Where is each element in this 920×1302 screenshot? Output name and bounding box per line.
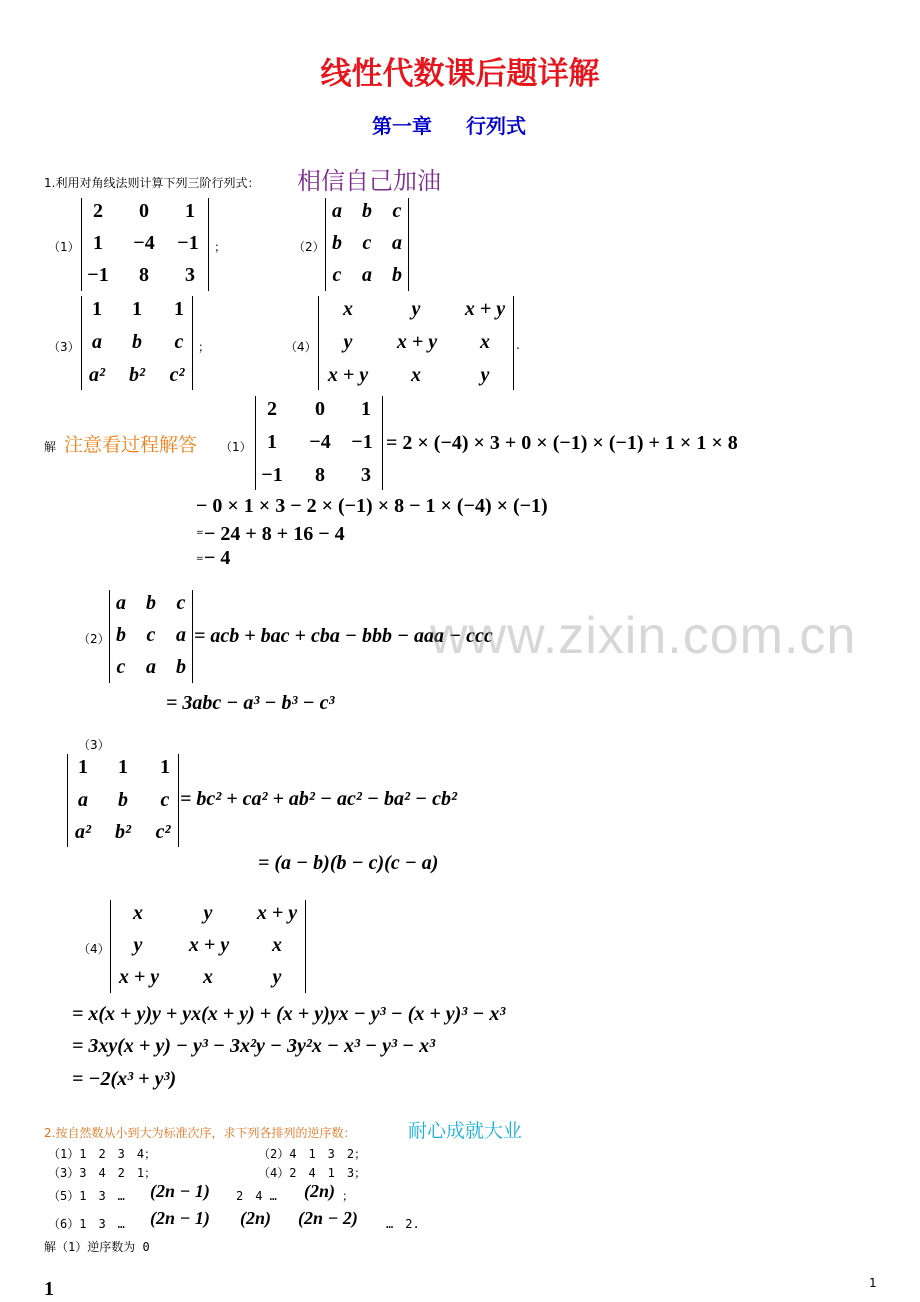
matrix-cell: x + y	[464, 298, 506, 320]
matrix-cell: x + y	[256, 902, 298, 924]
s3-equation: = bc² + ca² + ab² − ac² − ba² − cb²	[180, 788, 458, 810]
s3-line-2: = (a − b)(b − c)(c − a)	[258, 852, 439, 874]
solution-matrix-3	[67, 754, 179, 847]
q1-label-3: （3）	[48, 340, 80, 354]
matrix-cell: x + y	[188, 934, 230, 956]
permutation-item-5-end: ；	[342, 1189, 355, 1203]
permutation-item-6-term3: (2n − 2)	[298, 1208, 358, 1228]
q1-label-2: （2）	[293, 240, 325, 254]
s2-equation: = acb + bac + cba − bbb − aaa − ccc	[194, 625, 493, 647]
s4-line-3: = −2(x³ + y³)	[72, 1068, 177, 1090]
matrix-cell: c	[332, 264, 342, 286]
page-number-right: 1	[869, 1276, 877, 1290]
solution-matrix-2	[109, 590, 193, 683]
matrix-cell: a²	[89, 364, 105, 386]
matrix-cell: b²	[129, 364, 145, 386]
matrix-cell: 1	[93, 232, 103, 254]
matrix-cell: −4	[309, 431, 331, 453]
solution-label: 解	[44, 440, 57, 454]
matrix-cell: a	[362, 264, 372, 286]
s3-label: （3）	[78, 738, 110, 752]
motto-2: 耐心成就大业	[408, 1120, 523, 1142]
matrix-cell: x	[133, 902, 143, 924]
matrix-cell: 1	[361, 398, 371, 420]
matrix-cell: b	[146, 592, 156, 614]
matrix-cell: y	[272, 966, 282, 988]
matrix-cell: c	[362, 232, 372, 254]
matrix-cell: b	[132, 331, 142, 353]
note-annotation: 注意看过程解答	[64, 434, 198, 456]
matrix-cell: a	[332, 200, 342, 222]
matrix-cell: a²	[75, 821, 91, 843]
matrix-cell: −1	[261, 464, 283, 486]
matrix-cell: 1	[118, 756, 128, 778]
matrix-cell: a	[176, 624, 186, 646]
matrix-cell: 1	[160, 756, 170, 778]
permutation-item: （2）4 1 3 2；	[258, 1147, 367, 1161]
matrix-cell: −1	[351, 431, 373, 453]
matrix-1	[81, 198, 209, 291]
permutation-item-6-start: （6）1 3 …	[48, 1217, 125, 1231]
matrix-cell: a	[78, 789, 88, 811]
matrix-cell: b	[176, 656, 186, 678]
q1-suffix-3: ；	[198, 340, 211, 354]
matrix-cell: x + y	[118, 966, 160, 988]
matrix-cell: c	[146, 624, 156, 646]
matrix-cell: 1	[185, 200, 195, 222]
matrix-4	[318, 296, 514, 390]
matrix-cell: y	[343, 331, 353, 353]
matrix-cell: 2	[93, 200, 103, 222]
s4-label: （4）	[78, 942, 110, 956]
matrix-cell: b	[362, 200, 372, 222]
matrix-cell: −1	[87, 264, 109, 286]
matrix-cell: y	[480, 364, 490, 386]
matrix-cell: x	[480, 331, 490, 353]
matrix-cell: 0	[315, 398, 325, 420]
s1-line-2: − 0 × 1 × 3 − 2 × (−1) × 8 − 1 × (−4) × (−1)	[196, 495, 548, 517]
s4-line-1: = x(x + y)y + yx(x + y) + (x + y)yx − y³ − (x + y)³ − x³	[72, 1003, 506, 1025]
matrix-cell: b	[116, 624, 126, 646]
matrix-cell: x	[411, 364, 421, 386]
chapter-number: 第一章	[372, 114, 432, 138]
q1-suffix-1: ；	[214, 240, 227, 254]
matrix-cell: c	[174, 331, 184, 353]
matrix-cell: y	[411, 298, 421, 320]
matrix-cell: 1	[174, 298, 184, 320]
matrix-cell: 8	[315, 464, 325, 486]
matrix-cell: a	[92, 331, 102, 353]
page-number-left: 1	[44, 1278, 54, 1300]
matrix-cell: c²	[169, 364, 185, 386]
matrix-cell: 1	[78, 756, 88, 778]
matrix-cell: 3	[185, 264, 195, 286]
chapter-heading	[372, 110, 560, 139]
matrix-cell: a	[146, 656, 156, 678]
permutation-item: （4）2 4 1 3；	[258, 1166, 367, 1180]
q1-label-1: （1）	[48, 240, 80, 254]
matrix-cell: c	[116, 656, 126, 678]
matrix-cell: 8	[139, 264, 149, 286]
matrix-cell: c	[160, 789, 170, 811]
s4-line-2: = 3xy(x + y) − y³ − 3x²y − 3y²x − x³ − y³ − x³	[72, 1035, 436, 1057]
permutation-item-6-end: … 2.	[386, 1217, 420, 1231]
s1-line-3-eq: =	[196, 528, 204, 538]
permutation-item: （3）3 4 2 1；	[48, 1166, 157, 1180]
document-title: 线性代数课后题详解	[320, 56, 600, 92]
matrix-cell: −4	[133, 232, 155, 254]
s1-equation: = 2 × (−4) × 3 + 0 × (−1) × (−1) + 1 × 1 × 8	[386, 432, 738, 454]
permutation-item-5-mid: 2 4 …	[236, 1189, 277, 1203]
permutation-item-6-term2: (2n)	[240, 1208, 271, 1228]
watermark: www.zixin.com.cn	[430, 607, 857, 665]
chapter-name: 行列式	[466, 114, 526, 138]
q1-suffix-4: .	[516, 338, 520, 352]
solution-matrix-1	[255, 396, 383, 490]
matrix-cell: c	[176, 592, 186, 614]
matrix-cell: −1	[177, 232, 199, 254]
matrix-cell: c²	[155, 821, 171, 843]
s1-line-3: − 24 + 8 + 16 − 4	[204, 523, 345, 545]
answer-line: 解（1）逆序数为 0	[44, 1240, 150, 1254]
matrix-cell: x + y	[396, 331, 438, 353]
matrix-cell: 1	[132, 298, 142, 320]
q1-label-4: （4）	[285, 340, 317, 354]
s1-line-4-eq: =	[196, 554, 204, 564]
permutation-item-5-term2: (2n)	[304, 1181, 335, 1201]
matrix-cell: x + y	[327, 364, 369, 386]
s2-label: （2）	[78, 632, 110, 646]
solution-matrix-4	[110, 900, 306, 993]
matrix-cell: x	[203, 966, 213, 988]
s1-line-4: − 4	[204, 547, 231, 569]
matrix-cell: 3	[361, 464, 371, 486]
question-2-prompt: 2.按自然数从小到大为标准次序，求下列各排列的逆序数：	[44, 1126, 356, 1140]
matrix-cell: 1	[267, 431, 277, 453]
matrix-cell: b	[118, 789, 128, 811]
matrix-cell: x	[343, 298, 353, 320]
matrix-cell: y	[133, 934, 143, 956]
matrix-cell: a	[392, 232, 402, 254]
matrix-cell: y	[203, 902, 213, 924]
matrix-cell: 0	[139, 200, 149, 222]
matrix-cell: c	[392, 200, 402, 222]
matrix-cell: b	[332, 232, 342, 254]
question-1-prompt: 1.利用对角线法则计算下列三阶行列式：	[44, 176, 260, 190]
matrix-cell: 1	[92, 298, 102, 320]
s1-label: （1）	[220, 440, 252, 454]
matrix-cell: x	[272, 934, 282, 956]
matrix-cell: 2	[267, 398, 277, 420]
matrix-cell: b²	[115, 821, 131, 843]
s2-line-2: = 3abc − a³ − b³ − c³	[166, 692, 335, 714]
matrix-cell: a	[116, 592, 126, 614]
permutation-item: （1）1 2 3 4；	[48, 1147, 157, 1161]
motto-1: 相信自己加油	[297, 167, 441, 195]
matrix-2	[325, 198, 409, 291]
matrix-3	[81, 296, 193, 390]
matrix-cell: b	[392, 264, 402, 286]
permutation-item-6-term: (2n − 1)	[150, 1208, 210, 1228]
permutation-item-5-term: (2n − 1)	[150, 1181, 210, 1201]
permutation-item-5-start: （5）1 3 …	[48, 1189, 125, 1203]
